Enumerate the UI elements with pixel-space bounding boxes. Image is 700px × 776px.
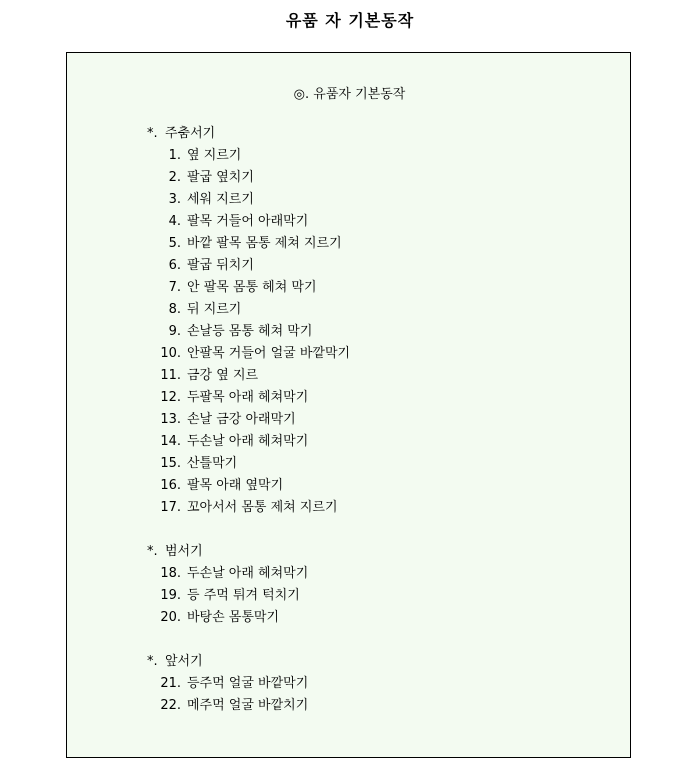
- item-number: 6.: [168, 258, 181, 273]
- item-text: 바탕손 몸통막기: [187, 610, 280, 625]
- list-item: [147, 563, 350, 585]
- item-number: 21.: [160, 676, 181, 691]
- list-item: [147, 673, 350, 695]
- item-number: 5.: [168, 236, 181, 251]
- item-text: 뒤 지르기: [187, 302, 242, 317]
- item-number: 13.: [160, 412, 181, 427]
- item-text: 손날 금강 아래막기: [187, 412, 296, 427]
- section-heading: [147, 541, 350, 563]
- item-number: 19.: [160, 588, 181, 603]
- item-number: 12.: [160, 390, 181, 405]
- item-text: 등 주먹 튀겨 턱치기: [187, 588, 300, 603]
- move-list: [147, 673, 350, 717]
- item-number: 14.: [160, 434, 181, 449]
- section-title: 범서기: [165, 544, 203, 559]
- item-text: 바깥 팔목 몸통 제쳐 지르기: [187, 236, 342, 251]
- item-number: 10.: [160, 346, 181, 361]
- list-item: [147, 321, 350, 343]
- box-heading: ◎. 유품자 기본동작: [293, 87, 406, 102]
- item-text: 세워 지르기: [187, 192, 254, 207]
- list-item: [147, 607, 350, 629]
- list-item: [147, 299, 350, 321]
- item-text: 팔목 거들어 아래막기: [187, 214, 309, 229]
- item-number: 1.: [168, 148, 181, 163]
- list-item: [147, 189, 350, 211]
- page-title: 유품 자 기본동작: [285, 11, 415, 30]
- section-bullet: *.: [147, 126, 158, 141]
- item-text: 팔굽 뒤치기: [187, 258, 254, 273]
- item-number: 4.: [168, 214, 181, 229]
- item-number: 22.: [160, 698, 181, 713]
- item-number: 18.: [160, 566, 181, 581]
- section-title: 주춤서기: [165, 126, 216, 141]
- list-item: [147, 409, 350, 431]
- move-list: [147, 563, 350, 629]
- item-number: 20.: [160, 610, 181, 625]
- section: [147, 541, 350, 629]
- item-text: 등주먹 얼굴 바깥막기: [187, 676, 309, 691]
- section-title: 앞서기: [165, 654, 203, 669]
- list-item: [147, 365, 350, 387]
- item-number: 17.: [160, 500, 181, 515]
- section: [147, 123, 350, 519]
- item-text: 안 팔목 몸통 헤쳐 막기: [187, 280, 317, 295]
- item-number: 9.: [168, 324, 181, 339]
- list-item: [147, 167, 350, 189]
- item-number: 16.: [160, 478, 181, 493]
- move-list: [147, 145, 350, 519]
- list-item: [147, 211, 350, 233]
- list-item: [147, 343, 350, 365]
- item-text: 두손날 아래 헤쳐막기: [187, 434, 309, 449]
- section-list: [147, 123, 350, 739]
- list-item: [147, 145, 350, 167]
- section-bullet: *.: [147, 544, 158, 559]
- item-number: 8.: [168, 302, 181, 317]
- section-heading: [147, 651, 350, 673]
- list-item: [147, 233, 350, 255]
- item-text: 손날등 몸통 헤쳐 막기: [187, 324, 313, 339]
- section: [147, 651, 350, 717]
- item-text: 두손날 아래 헤쳐막기: [187, 566, 309, 581]
- item-text: 안팔목 거들어 얼굴 바깥막기: [187, 346, 351, 361]
- list-item: [147, 475, 350, 497]
- item-text: 옆 지르기: [187, 148, 242, 163]
- content-box: [66, 52, 631, 758]
- item-text: 두팔목 아래 헤쳐막기: [187, 390, 309, 405]
- item-text: 팔목 아래 옆막기: [187, 478, 284, 493]
- list-item: [147, 387, 350, 409]
- item-text: 꼬아서서 몸통 제쳐 지르기: [187, 500, 338, 515]
- item-number: 15.: [160, 456, 181, 471]
- item-text: 금강 옆 지르: [187, 368, 259, 383]
- list-item: [147, 497, 350, 519]
- section-heading: [147, 123, 350, 145]
- list-item: [147, 431, 350, 453]
- list-item: [147, 453, 350, 475]
- item-number: 11.: [160, 368, 181, 383]
- item-number: 2.: [168, 170, 181, 185]
- item-number: 3.: [168, 192, 181, 207]
- item-text: 팔굽 옆치기: [187, 170, 254, 185]
- item-text: 산틀막기: [187, 456, 238, 471]
- item-text: 메주먹 얼굴 바깥치기: [187, 698, 309, 713]
- list-item: [147, 255, 350, 277]
- item-number: 7.: [168, 280, 181, 295]
- list-item: [147, 277, 350, 299]
- list-item: [147, 585, 350, 607]
- section-bullet: *.: [147, 654, 158, 669]
- list-item: [147, 695, 350, 717]
